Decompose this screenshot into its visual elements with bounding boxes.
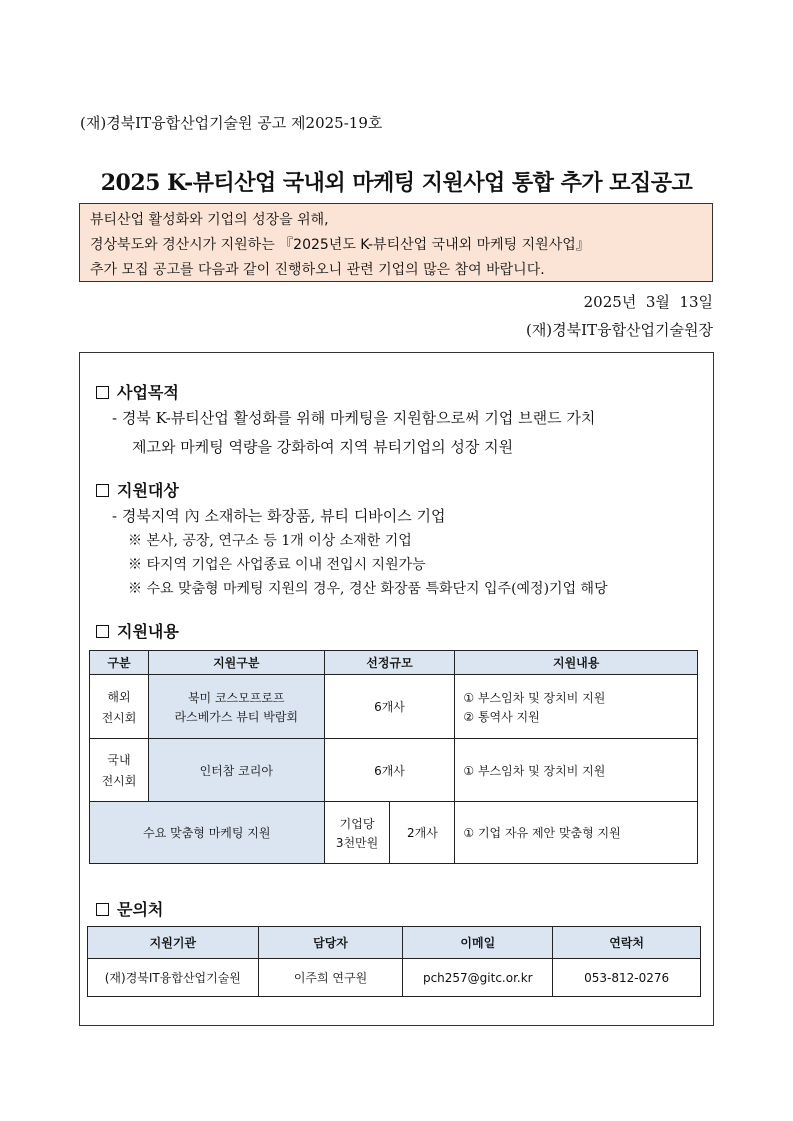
purpose-line: 제고와 마케팅 역량을 강화하여 지역 뷰티기업의 성장 지원 — [132, 438, 514, 456]
section-purpose-heading: 사업목적 — [96, 380, 179, 403]
intro-line: 뷰티산업 활성화와 기업의 성장을 위해, — [90, 212, 329, 228]
table-header: 연락처 — [553, 927, 701, 959]
intro-line: 경상북도와 경산시가 지원하는 『2025년도 K-뷰티산업 국내외 마케팅 지원사업』 — [90, 237, 590, 253]
issuer: (재)경북IT융합산업기술원장 — [525, 321, 713, 339]
category-cell: 국내 전시회 — [90, 739, 149, 802]
checkbox-square-icon — [96, 386, 109, 399]
section-contact-heading: 문의처 — [96, 897, 163, 920]
table-header: 지원구분 — [148, 651, 324, 675]
table-header: 담당자 — [258, 927, 403, 959]
support-table — [89, 650, 698, 864]
scale-cell: 6개사 — [324, 675, 455, 739]
contact-phone: 053-812-0276 — [553, 959, 701, 997]
detail-cell: ① 기업 자유 제안 맞춤형 지원 — [455, 802, 698, 864]
target-note: ※ 본사, 공장, 연구소 등 1개 이상 소재한 기업 — [128, 533, 412, 549]
program-cell: 북미 코스모프로프 라스베가스 뷰티 박람회 — [148, 675, 324, 739]
contact-email[interactable]: pch257@gitc.or.kr — [403, 959, 553, 997]
main-content-box — [79, 352, 714, 1026]
checkbox-square-icon — [96, 625, 109, 638]
scale-cell: 6개사 — [324, 739, 455, 802]
contact-person: 이주희 연구원 — [258, 959, 403, 997]
section-target-heading: 지원대상 — [96, 478, 179, 501]
purpose-line: - 경북 K-뷰티산업 활성화를 위해 마케팅을 지원함으로써 기업 브랜드 가치 — [112, 409, 596, 427]
contact-org: (재)경북IT융합산업기술원 — [88, 959, 259, 997]
notice-date: 2025년 3월 13일 — [583, 293, 713, 311]
notice-number: (재)경북IT융합산업기술원 공고 제2025-19호 — [80, 114, 383, 132]
amount-cell: 기업당 3천만원 — [324, 802, 390, 864]
program-cell: 수요 맞춤형 마케팅 지원 — [90, 802, 325, 864]
table-header: 지원기관 — [88, 927, 259, 959]
table-row — [90, 739, 698, 802]
category-cell: 해외 전시회 — [90, 675, 149, 739]
table-row — [88, 959, 701, 997]
contact-table — [87, 926, 701, 997]
program-cell: 인터참 코리아 — [148, 739, 324, 802]
detail-cell: ① 부스임차 및 장치비 지원 — [455, 739, 698, 802]
table-row — [90, 802, 698, 864]
page-title: 2025 K-뷰티산업 국내외 마케팅 지원사업 통합 추가 모집공고 — [100, 170, 693, 196]
intro-line: 추가 모집 공고를 다음과 같이 진행하오니 관련 기업의 많은 참여 바랍니다. — [90, 262, 545, 278]
target-note: ※ 수요 맞춤형 마케팅 지원의 경우, 경산 화장품 특화단지 입주(예정)기업 해당 — [128, 581, 608, 597]
target-line: - 경북지역 內 소재하는 화장품, 뷰티 디바이스 기업 — [112, 507, 446, 525]
table-header: 선정규모 — [324, 651, 455, 675]
section-content-heading: 지원내용 — [96, 619, 179, 642]
table-header: 지원내용 — [455, 651, 698, 675]
checkbox-square-icon — [96, 484, 109, 497]
detail-cell: ① 부스임차 및 장치비 지원 ② 통역사 지원 — [455, 675, 698, 739]
intro-box — [79, 203, 713, 282]
table-header: 구분 — [90, 651, 149, 675]
table-row — [90, 675, 698, 739]
target-note: ※ 타지역 기업은 사업종료 이내 전입시 지원가능 — [128, 557, 426, 573]
table-header: 이메일 — [403, 927, 553, 959]
scale-cell: 2개사 — [390, 802, 455, 864]
checkbox-square-icon — [96, 903, 109, 916]
